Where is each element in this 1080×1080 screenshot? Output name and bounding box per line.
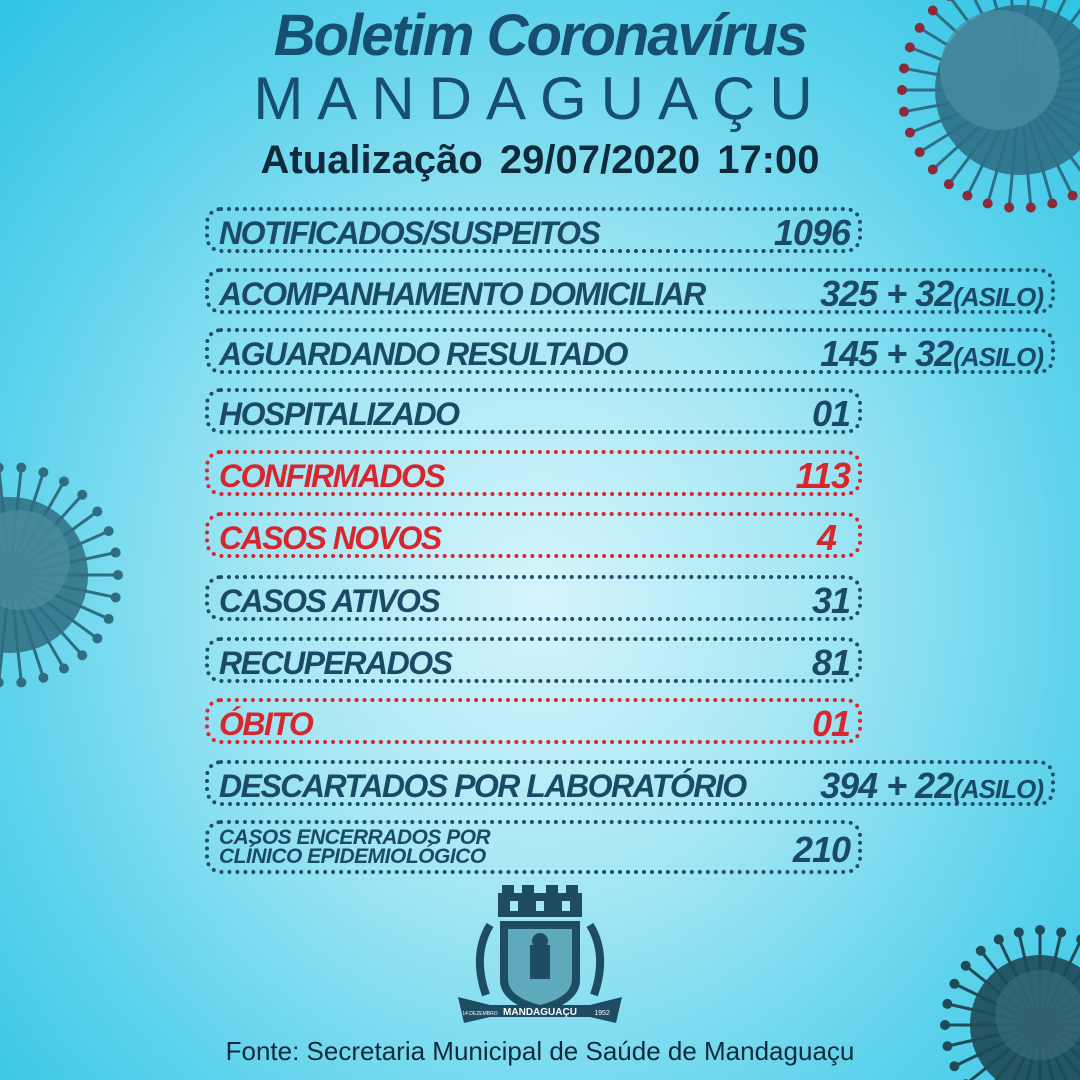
stat-label: ACOMPANHAMENTO DOMICILIAR xyxy=(219,276,705,312)
stat-value-note: (ASILO) xyxy=(953,774,1043,804)
stat-value: 1096 xyxy=(773,212,850,253)
stat-value: 113 xyxy=(795,455,850,496)
stat-row-confirmados xyxy=(205,450,862,496)
stat-row-recuperados xyxy=(205,637,862,683)
stat-value: 31 xyxy=(811,580,850,621)
stat-value: 145 + 32(ASILO) xyxy=(820,333,1043,374)
stat-label: HOSPITALIZADO xyxy=(219,396,459,432)
emblem-right-text: 1952 xyxy=(594,1010,610,1017)
update-timestamp: Atualização 29/07/2020 17:00 xyxy=(260,138,820,182)
stat-row-casos-ativos xyxy=(205,575,862,621)
stat-row-casos-novos xyxy=(205,512,862,558)
stat-label: DESCARTADOS POR LABORATÓRIO xyxy=(219,768,746,804)
stat-label: ÓBITO xyxy=(219,706,313,742)
stat-label: NOTIFICADOS/SUSPEITOS xyxy=(219,215,600,251)
stat-value-note: (ASILO) xyxy=(953,282,1043,312)
stat-value: 210 xyxy=(792,829,850,870)
city-coat-of-arms-icon xyxy=(450,885,630,1030)
stat-row-obito xyxy=(205,698,862,744)
stat-label: CASOS ATIVOS xyxy=(219,583,440,619)
stat-value: 81 xyxy=(811,642,850,683)
emblem-banner-text: MANDAGUAÇU xyxy=(503,1007,577,1018)
stat-row-hospitalizado xyxy=(205,388,862,434)
stat-value: 325 + 32(ASILO) xyxy=(820,273,1043,314)
stat-row-acompanhamento xyxy=(205,268,1055,314)
stat-label xyxy=(219,828,490,866)
stat-label: CONFIRMADOS xyxy=(219,458,445,494)
stat-label: CASOS NOVOS xyxy=(219,520,441,556)
stat-label: AGUARDANDO RESULTADO xyxy=(219,336,627,372)
stat-label: RECUPERADOS xyxy=(219,645,452,681)
stat-value: 394 + 22(ASILO) xyxy=(820,765,1043,806)
stat-value: 01 xyxy=(811,393,850,434)
city-name: MANDAGUAÇU xyxy=(253,65,827,132)
stat-value-note: (ASILO) xyxy=(953,342,1043,372)
stat-row-descartados xyxy=(205,760,1055,806)
stat-row-encerrados xyxy=(205,820,862,874)
emblem-left-text: 14 DEZEMBRO xyxy=(462,1011,498,1017)
bulletin-title: Boletim Coronavírus xyxy=(273,3,807,68)
stat-row-notificados xyxy=(205,207,862,253)
stat-label-line1: CASOS ENCERRADOS POR xyxy=(219,826,491,849)
stat-value: 01 xyxy=(811,703,850,744)
stat-value: 4 xyxy=(816,517,836,558)
stat-row-aguardando xyxy=(205,328,1055,374)
stat-label-line2: CLÍNICO EPIDEMIOLÓGICO xyxy=(219,845,486,868)
source-footer: Fonte: Secretaria Municipal de Saúde de Mandaguaçu xyxy=(225,1036,855,1066)
